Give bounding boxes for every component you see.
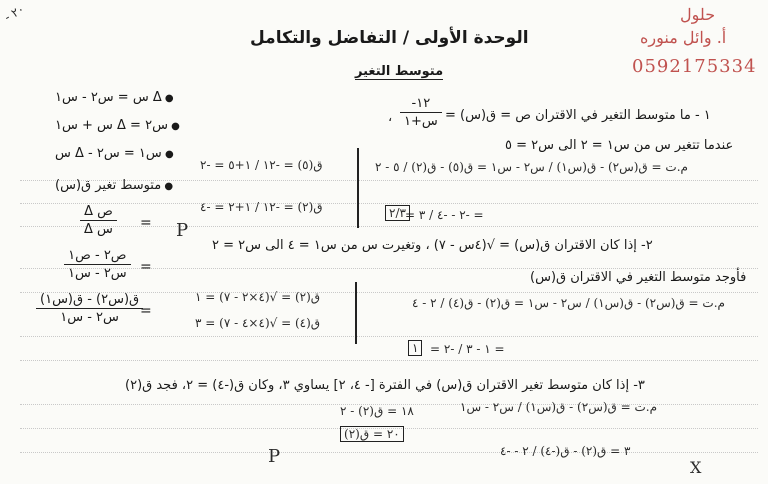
sidebar-fraction-3: ق(س٢) - ق(س١) س٢ - س١ xyxy=(36,292,143,325)
q1-signature: P xyxy=(176,220,189,241)
equals-sign: = xyxy=(140,215,152,231)
ruled-line xyxy=(20,360,758,361)
q1-work-2: = -٢ - -٤ / ٣ = xyxy=(405,208,484,222)
column-divider xyxy=(357,148,359,228)
q2-answer-box: ١ xyxy=(408,340,422,356)
q2-work-1: م.ت = ق(س٢) - ق(س١) / س٢ - س١ = ق(٢) - ق(٤) / ٢ - ٤ xyxy=(412,296,725,310)
equals-sign: = xyxy=(140,259,152,275)
q1-fraction: -١٢ س+١ xyxy=(400,96,442,129)
column-divider xyxy=(355,282,357,344)
q3-work-2: ٣ = ق(٢) - ق(-٤) / ٢ - -٤ xyxy=(500,444,631,458)
author-label: حلول xyxy=(680,5,716,24)
q3-signature: P xyxy=(268,446,281,467)
q2-work-2: = ١ - ٣ / -٢ = xyxy=(430,342,505,356)
q3-work-1: م.ت = ق(س٢) - ق(س١) / س٢ - س١ xyxy=(460,400,658,414)
ruled-line xyxy=(20,268,758,269)
q3-eval-1: ١٨ = ق(٢) - ٢ xyxy=(340,404,414,418)
q3-answer-box: ٢٠ = ق(٢) xyxy=(340,426,404,442)
author-name: أ. وائل منوره xyxy=(640,28,727,47)
equals-sign: = xyxy=(140,303,152,319)
sidebar-formula-2: ● س٢ = Δ س + س١ xyxy=(55,118,180,133)
q1-comma: ، xyxy=(388,110,393,125)
q2-text: ٢- إذا كان الاقتران ق(س) = √(٤س - ٧) ، وتغيرت س من س١ = ٤ الى س٢ = ٢ xyxy=(212,238,653,253)
ruled-line xyxy=(20,203,758,204)
q2-text-2: فأوجد متوسط التغير في الاقتران ق(س) xyxy=(530,270,747,285)
sidebar-formula-3: ● س١ = س٢ - Δ س xyxy=(55,146,174,161)
q1-answer-box: ٢/٣ xyxy=(385,205,410,221)
q1-eval-2: ق(٢) = -١٢ / ١+٢ = -٤ xyxy=(200,200,323,214)
q2-eval-1: ق(٢) = √(٤×٢ - ٧) = ١ xyxy=(195,290,321,304)
sidebar-fraction-1: Δ ص Δ س xyxy=(80,204,117,237)
sidebar-formula-4: ● متوسط تغير ق(س) xyxy=(55,178,174,193)
q2-eval-2: ق(٤) = √(٤×٤ - ٧) = ٣ xyxy=(195,316,321,330)
page-title: الوحدة الأولى / التفاضل والتكامل xyxy=(250,28,529,48)
ruled-line xyxy=(20,336,758,337)
q3-text: ٣- إذا كان متوسط تغير الاقتران ق(س) في الفترة [- ٤، ٢] يساوي ٣، وكان ق(-٤) = ٢، فجد ق(٢) xyxy=(125,378,645,393)
sidebar-fraction-2: ص٢ - ص١ س٢ - س١ xyxy=(64,248,131,281)
q1-work-1: م.ت = ق(س٢) - ق(س١) / س٢ - س١ = ق(٥) - ق(٢) / ٥ - ٢ xyxy=(375,160,688,174)
page-subtitle: متوسط التغير xyxy=(355,64,444,79)
corner-text: ٢٠ - xyxy=(1,1,27,25)
phone-number: 0592175334 xyxy=(632,56,757,77)
ruled-line xyxy=(20,226,758,227)
q1-condition: عندما تتغير س من س١ = ٢ الى س٢ = ٥ xyxy=(505,138,734,153)
q3-cross-mark: X xyxy=(690,458,702,477)
sidebar-formula-1: ● Δ س = س٢ - س١ xyxy=(55,90,174,105)
q1-text: ١ - ما متوسط التغير في الاقتران ص = ق(س) = xyxy=(445,108,711,123)
q1-eval-1: ق(٥) = -١٢ / ١+٥ = -٢ xyxy=(200,158,323,172)
ruled-line xyxy=(20,452,758,453)
